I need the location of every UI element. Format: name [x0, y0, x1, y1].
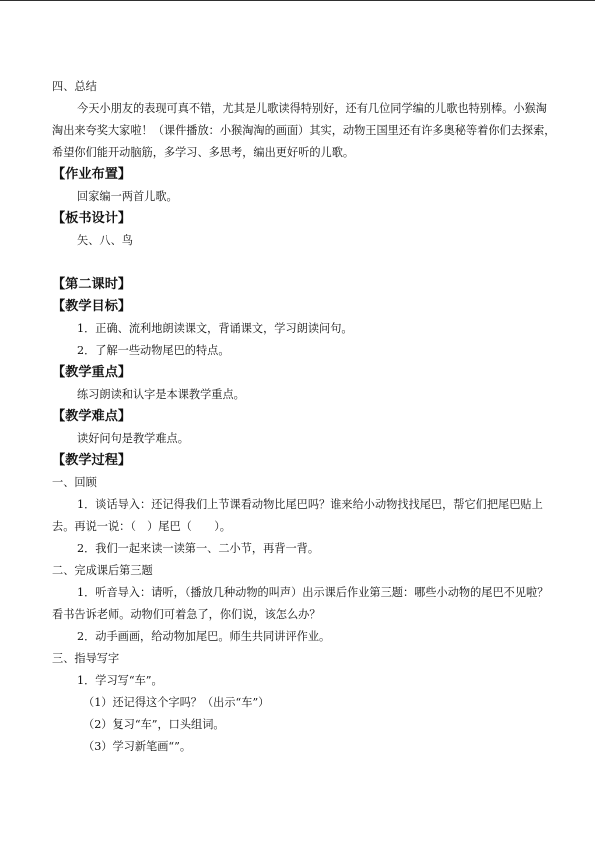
section-title-summary: 四、总结: [52, 80, 97, 93]
process-review-item-2: 2．我们一起来读一读第一、二小节，再背一背。: [77, 542, 320, 555]
process-exercise-item-1: 1．听音导入：请听，（播放几种动物的叫声）出示课后作业第三题：哪些小动物的尾巴不见啦？看书告诉老师。动物们可着急了，你们说，该怎么办？: [52, 586, 549, 621]
heading-homework: 【作业布置】: [52, 167, 132, 182]
process-review-item-1: 1．谈话导入：还记得我们上节课看动物比尾巴吗？谁来给小动物找找尾巴，帮它们把尾巴贴上去。再说一说：（ ）尾巴（ ）。: [52, 498, 543, 533]
process-writing-sub-3: （3）学习新笔画“”。: [83, 740, 192, 753]
heading-teaching-goals: 【教学目标】: [52, 299, 132, 314]
process-exercise-item-2: 2．动手画画，给动物加尾巴。师生共同讲评作业。: [77, 630, 331, 643]
process-title-writing: 三、指导写字: [52, 652, 120, 665]
heading-key-points: 【教学重点】: [52, 365, 132, 380]
process-writing-item-1: 1．学习写“车”。: [77, 674, 163, 687]
board-design-text: 矢、八、鸟: [77, 234, 133, 247]
heading-board-design: 【板书设计】: [52, 211, 132, 226]
key-points-text: 练习朗读和认字是本课教学重点。: [77, 388, 245, 401]
heading-difficulties: 【教学难点】: [52, 409, 132, 424]
goal-item-2: 2．了解一些动物尾巴的特点。: [77, 344, 230, 357]
process-title-review: 一、回顾: [52, 476, 97, 489]
process-writing-sub-1: （1）还记得这个字吗？（出示“车”）: [83, 696, 270, 709]
homework-text: 回家编一两首儿歌。: [77, 190, 178, 203]
summary-paragraph: 今天小朋友的表现可真不错，尤其是儿歌读得特别好，还有几位同学编的儿歌也特别棒。小猴淘淘出来夸奖大家啦！（课件播放：小猴淘淘的画面）其实，动物王国里还有许多奥秘等着你们去探索，希望你们能开动脑筋，多学习、多思考，编出更好听的儿歌。: [52, 102, 556, 159]
process-writing-sub-2: （2）复习“车”，口头组词。: [83, 718, 225, 731]
process-title-exercise: 二、完成课后第三题: [52, 564, 153, 577]
document-page: [52, 76, 556, 758]
goal-item-1: 1．正确、流利地朗读课文，背诵课文，学习朗读问句。: [77, 322, 353, 335]
blank-line: [52, 252, 556, 274]
header-rule: [0, 0, 595, 1]
heading-teaching-process: 【教学过程】: [52, 453, 132, 468]
heading-second-lesson: 【第二课时】: [52, 277, 132, 292]
difficulties-text: 读好问句是教学难点。: [77, 432, 189, 445]
